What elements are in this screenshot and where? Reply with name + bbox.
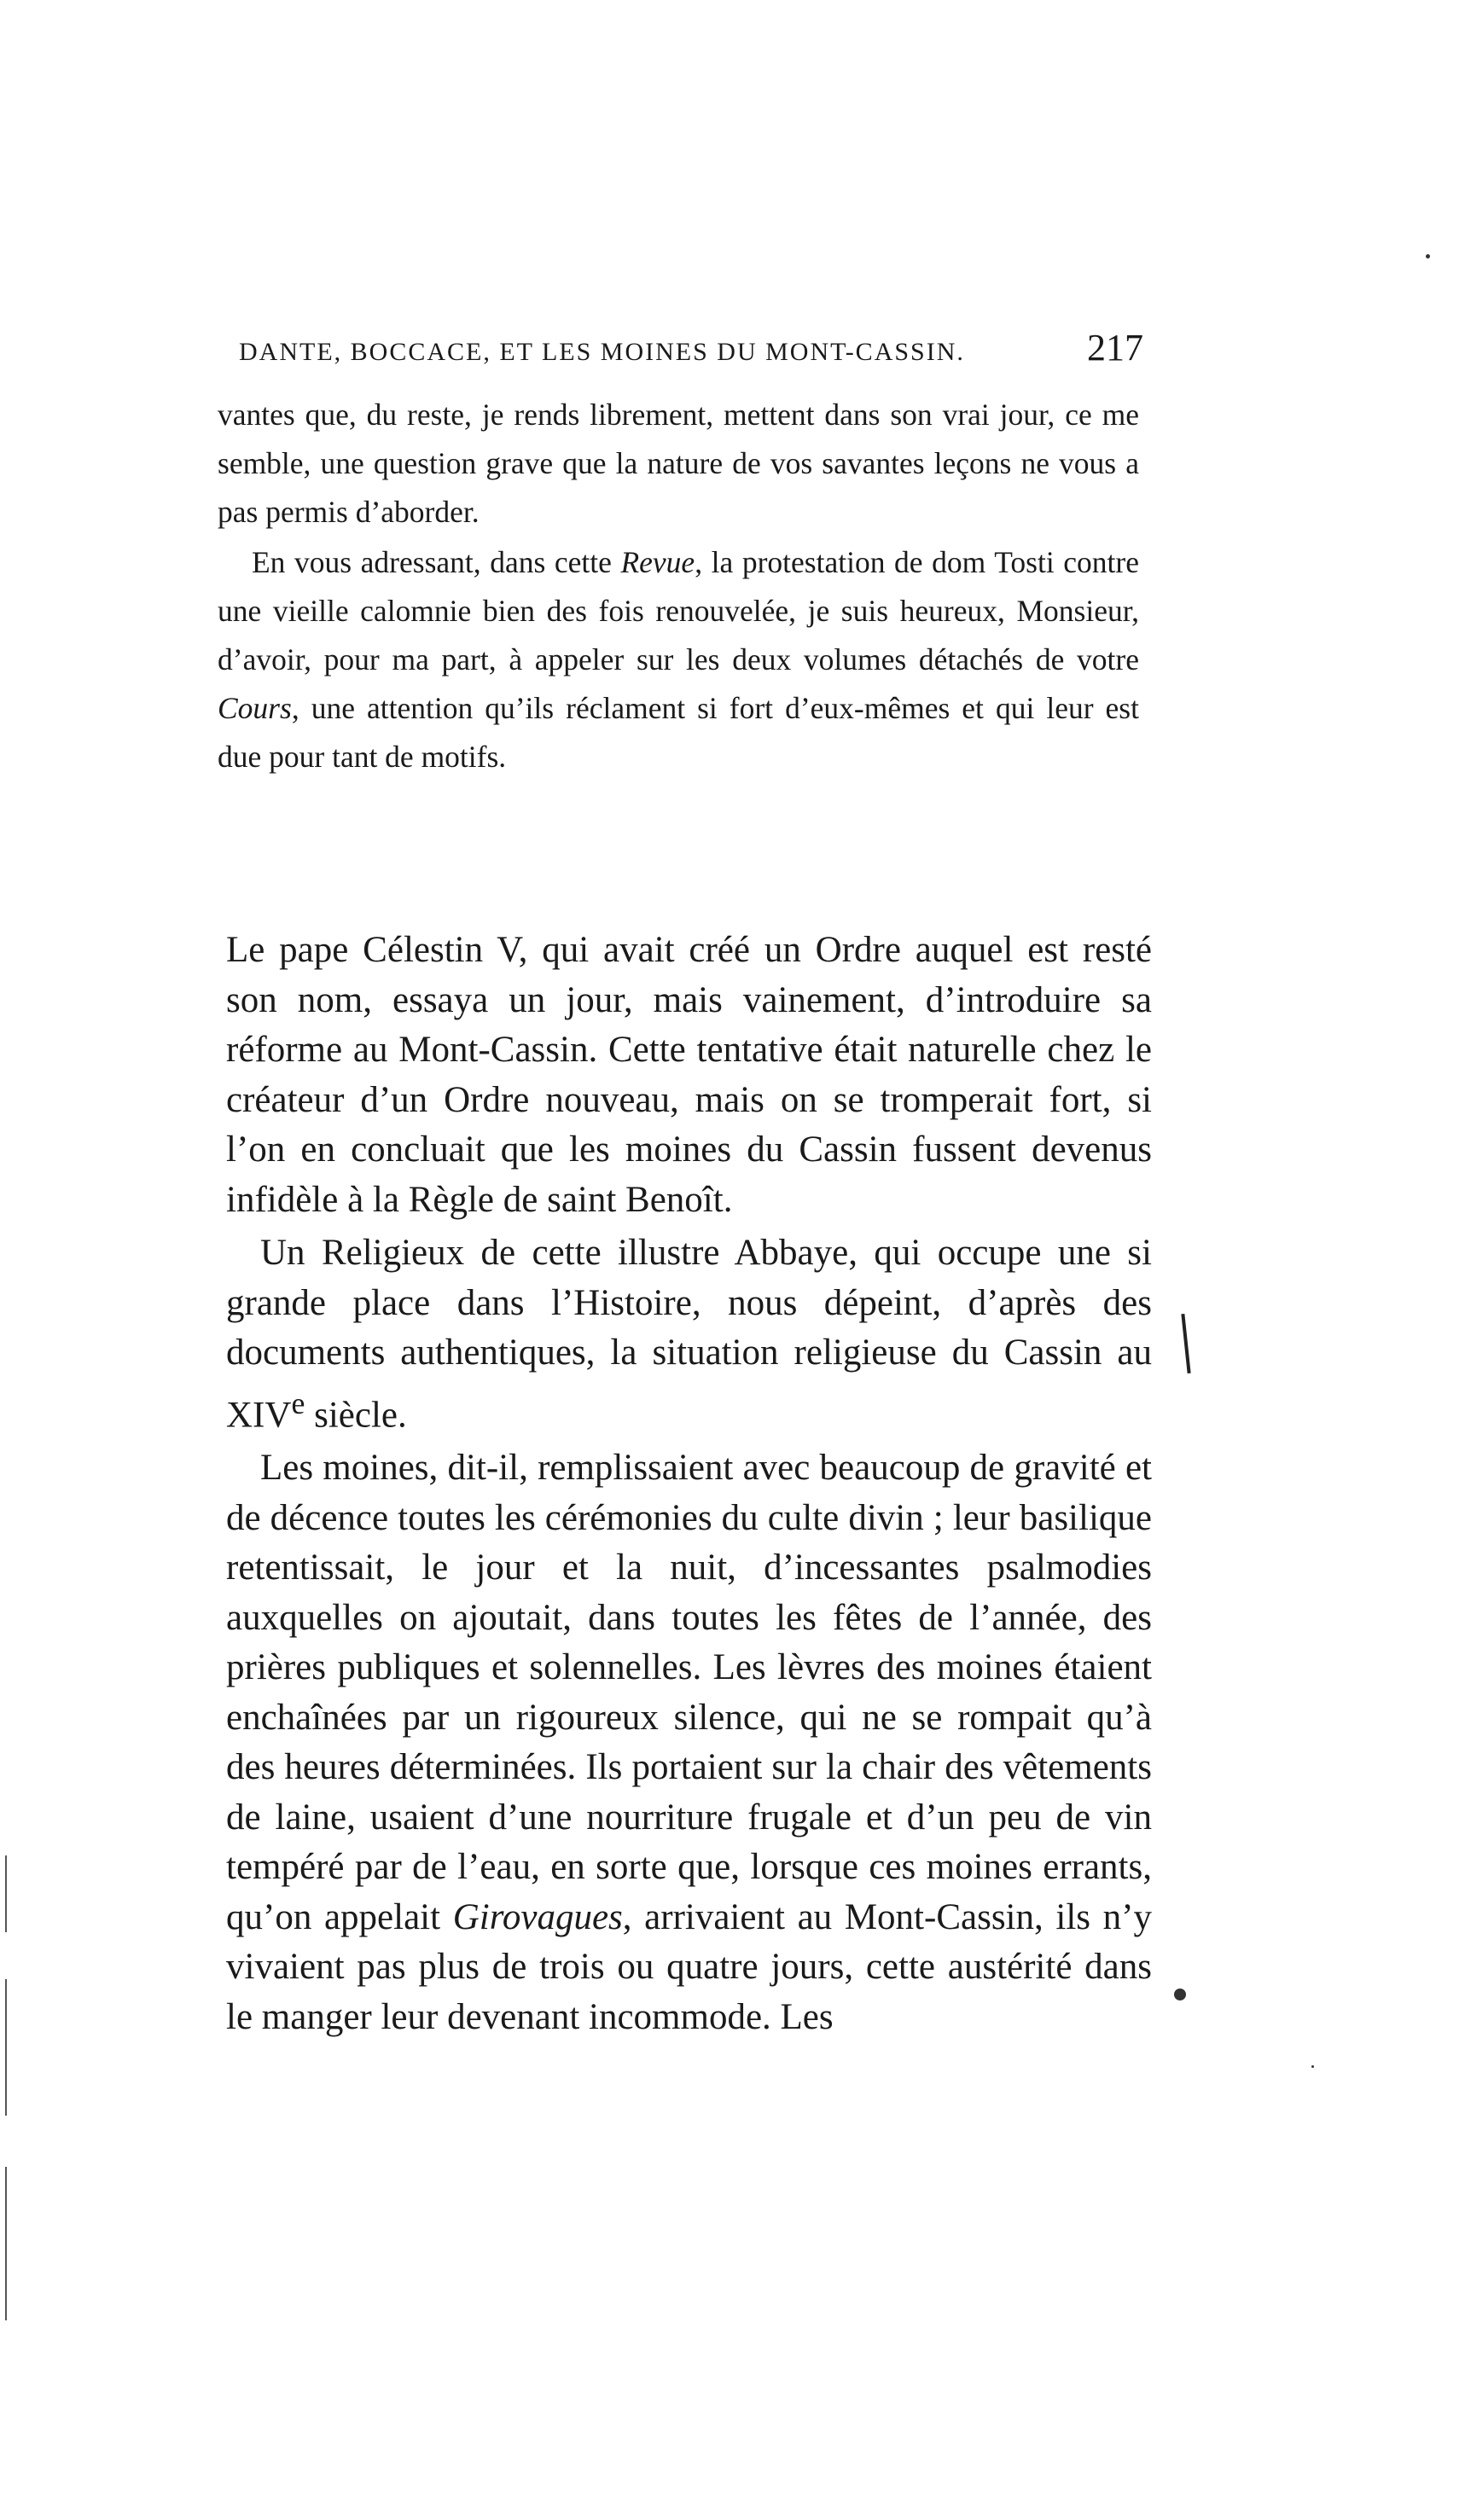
scan-speck xyxy=(1426,254,1430,258)
paragraph: Les moines, dit-il, remplissaient avec beaucoup de gravité et de décence toutes les cérémonies du culte divin ; leur basilique retentissait, le jour et la nuit, d’incessantes psalmodies auxquelles on ajoutait, dans toutes les fêtes de l’année, des prières publiques et solennelles. Les lèvres des moines étaient enchaînées par un rigoureux silence, qui ne se rompait qu’à des heures déterminées. Ils portaient sur la chair des vêtements de laine, usaient d’une nourriture frugale et d’un peu de vin tempéré par de l’eau, en sorte que, lorsque ces moines errants, qu’on appelait Girovagues, arrivaient au Mont-Cassin, ils n’y vivaient pas plus de trois ou quatre jours, cette austérité dans le manger leur devenant incommode. Les xyxy=(226,1448,1152,2037)
letter-closing-block xyxy=(218,391,1139,783)
page-number: 217 xyxy=(1087,327,1143,369)
paragraph: Le pape Célestin V, qui avait créé un Ordre auquel est resté son nom, essaya un jour, mais vainement, d’introduire sa réforme au Mont-Cassin. Cette tentative était naturelle chez le créateur d’un Ordre nouveau, mais on se tromperait fort, si l’on en concluait que les moines du Cassin fussent devenus infidèle à la Règle de saint Benoît. xyxy=(226,930,1152,1220)
scan-edge-line xyxy=(5,2167,7,2320)
scan-edge-line xyxy=(5,1855,7,1932)
paragraph: vantes que, du reste, je rends librement, mettent dans son vrai jour, ce me semble, une question grave que la nature de vos savantes leçons ne vous a pas permis d’aborder. xyxy=(218,398,1139,529)
scan-edge-line xyxy=(5,1979,7,2116)
scan-speck xyxy=(1174,1989,1186,2000)
scan-speck xyxy=(1311,2065,1314,2068)
superscript: e xyxy=(291,1385,305,1420)
paragraph: En vous adressant, dans cette Revue, la protestation de dom Tosti contre une vieille calomnie bien des fois renouvelée, je suis heureux, Monsieur, d’avoir, pour ma part, à appeler sur les deux volumes détachés de votre Cours, une attention qu’ils réclament si fort d’eux-mêmes et qui leur est due pour tant de motifs. xyxy=(218,545,1139,774)
page-header xyxy=(239,326,1143,377)
paragraph: Un Religieux de cette illustre Abbaye, qui occupe une si grande place dans l’Histoire, nous dépeint, d’après des documents authentiques, la situation religieuse du Cassin au XIVe siècle. xyxy=(226,1233,1152,1435)
italic-title-cours: Cours xyxy=(218,691,292,725)
article-body xyxy=(226,926,1152,2046)
margin-mark xyxy=(1181,1314,1190,1373)
italic-term: Girovagues xyxy=(452,1896,623,1937)
running-head: DANTE, BOCCACE, ET LES MOINES DU MONT-CASSIN. xyxy=(239,338,965,366)
italic-title-revue: Revue xyxy=(620,545,695,579)
